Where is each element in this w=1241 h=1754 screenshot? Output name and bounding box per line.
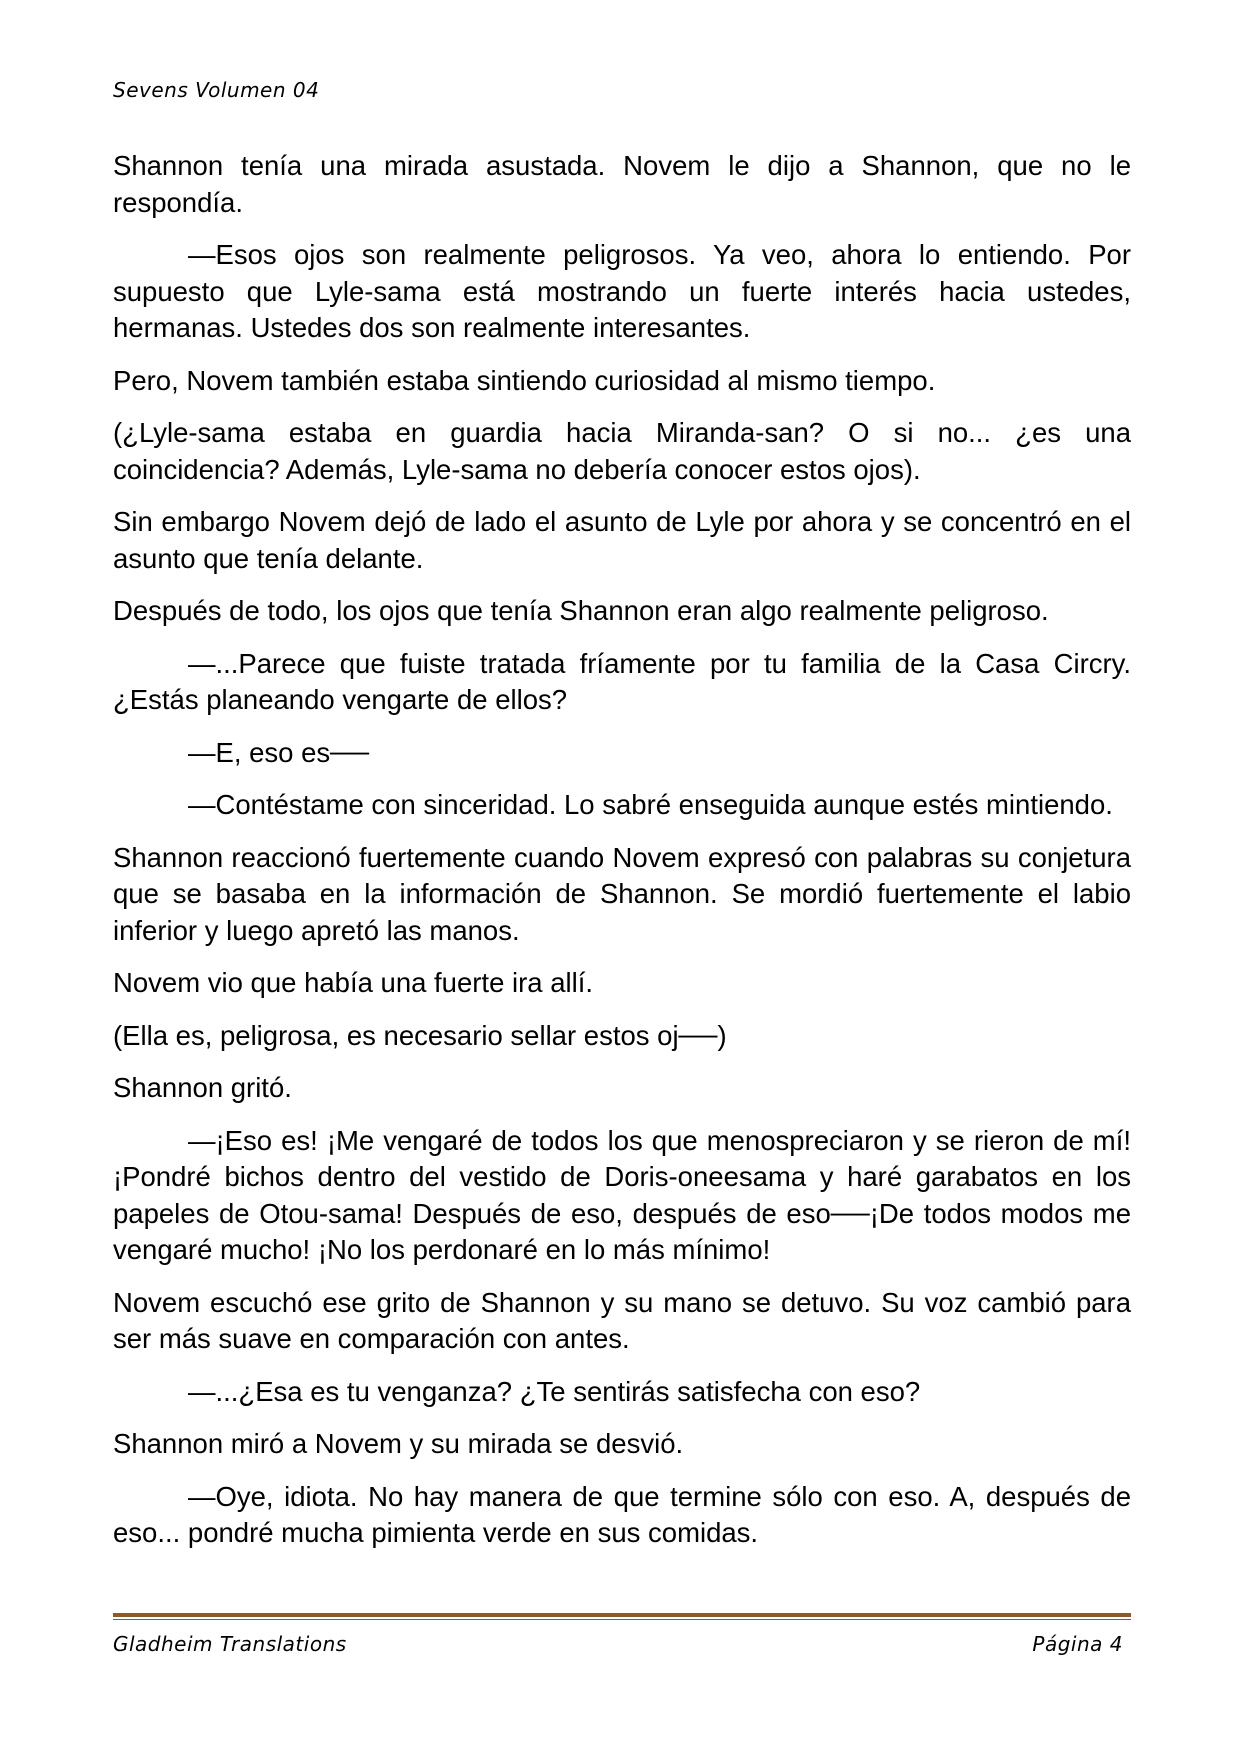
paragraph: Sin embargo Novem dejó de lado el asunto de Lyle por ahora y se concentró en el asunto que tenía delante. (113, 506, 1131, 574)
footer-publisher: Gladheim Translations (113, 1632, 347, 1656)
page-number: Página 4 (1032, 1632, 1123, 1656)
dialogue-paragraph: —Oye, idiota. No hay manera de que termine sólo con eso. A, después de eso... pondré mucha pimienta verde en sus comidas. (113, 1480, 1131, 1548)
paragraph: Shannon reaccionó fuertemente cuando Novem expresó con palabras su conjetura que se basaba en la información de Shannon. Se mordió fuertemente el labio inferior y luego apretó las manos. (113, 841, 1131, 946)
body-text (113, 148, 1131, 1568)
paragraph: (Ella es, peligrosa, es necesario sellar estos oj──) (113, 1019, 727, 1051)
dialogue-paragraph: —¡Eso es! ¡Me vengaré de todos los que menospreciaron y se rieron de mí! ¡Pondré bichos dentro del vestido de Doris-oneesama y haré garabatos en los papeles de Otou-sama! Después de eso, después de eso──¡De todos modos me vengaré mucho! ¡No los perdonaré en lo más mínimo! (113, 1124, 1131, 1265)
paragraph: (¿Lyle-sama estaba en guardia hacia Miranda-san? O si no... ¿es una coincidencia? Además, Lyle-sama no debería conocer estos ojos). (113, 417, 1131, 485)
paragraph: Novem vio que había una fuerte ira allí. (113, 967, 594, 998)
paragraph: Shannon gritó. (113, 1072, 292, 1103)
paragraph: Novem escuchó ese grito de Shannon y su mano se detuvo. Su voz cambió para ser más suave en comparación con antes. (113, 1286, 1131, 1354)
footer-divider-thick (113, 1613, 1131, 1617)
paragraph: Después de todo, los ojos que tenía Shannon eran algo realmente peligroso. (113, 595, 1049, 626)
paragraph: Shannon miró a Novem y su mirada se desvió. (113, 1428, 684, 1459)
dialogue-paragraph: —Esos ojos son realmente peligrosos. Ya veo, ahora lo entiendo. Por supuesto que Lyle-sama está mostrando un fuerte interés hacia ustedes, hermanas. Ustedes dos son realmente interesantes. (113, 239, 1131, 343)
footer-divider (113, 1613, 1131, 1621)
dialogue-paragraph: —E, eso es── (188, 736, 370, 768)
dialogue-paragraph: —...Parece que fuiste tratada fríamente por tu familia de la Casa Circry. ¿Estás planeando vengarte de ellos? (113, 647, 1131, 715)
paragraph: Shannon tenía una mirada asustada. Novem le dijo a Shannon, que no le respondía. (113, 150, 1131, 218)
dialogue-paragraph: —...¿Esa es tu venganza? ¿Te sentirás satisfecha con eso? (188, 1375, 921, 1407)
footer-divider-thin (113, 1619, 1131, 1620)
dialogue-paragraph: —Contéstame con sinceridad. Lo sabré enseguida aunque estés mintiendo. (188, 789, 1113, 820)
paragraph: Pero, Novem también estaba sintiendo curiosidad al mismo tiempo. (113, 364, 936, 396)
running-header: Sevens Volumen 04 (113, 78, 320, 102)
